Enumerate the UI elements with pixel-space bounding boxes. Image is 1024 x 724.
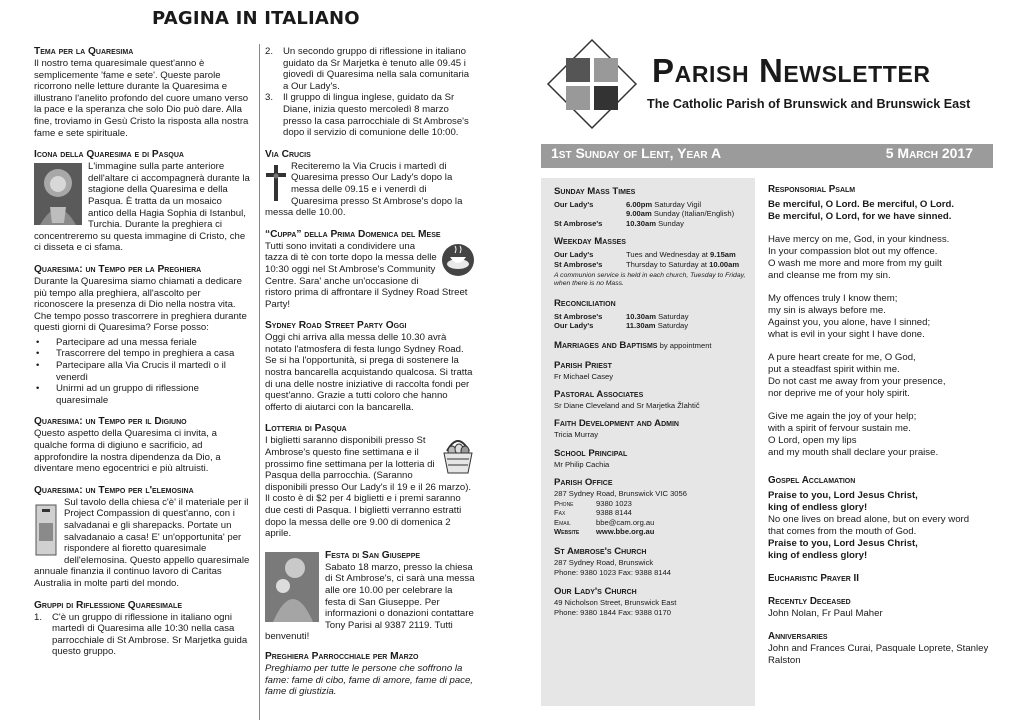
priest-name: Fr Michael Casey [554, 371, 614, 381]
list-item: • Partecipare alla Via Crucis il martedì o il venerdì [56, 360, 250, 383]
left-column [34, 46, 250, 658]
column-divider [259, 44, 260, 720]
list-item: 2. Un secondo gruppo di riflessione in italiano guidato da Sr Marjetka è tenuto alle 09.45 i giovedì di Quaresima nella sala comunitaria a Our Lady's. [265, 46, 470, 92]
section-heading: Gospel Acclamation [768, 475, 856, 486]
saint-joseph-image [265, 552, 319, 622]
list-item: • Unirmi ad un gruppo di riflessione quaresimale [56, 383, 250, 406]
section-heading: Anniversaries [768, 631, 828, 642]
section-heading: Parish Priest [554, 359, 612, 371]
section-heading: Sunday Mass Times [554, 186, 636, 197]
email-link[interactable]: bbe@cam.org.au [596, 517, 655, 527]
section-heading: Quaresima: un Tempo per la Preghiera [34, 263, 202, 275]
church-address: 49 Nicholson Street, Brunswick East [554, 598, 677, 608]
website-link[interactable]: www.bbe.org.au [596, 526, 655, 536]
elemosina-text: Sul tavolo della chiesa c'è' il materiale per il Project Compassion di quest'anno, con i salvadanai e gli sharepacks. Portate un salvadanaio a casa! E' un'opportunita' per rispondere al fioretto quaresimale dell'elemosina. Questo appello quaresimale annuale finanzia il continuo lavoro di Caritas Australia in molte parti del mondo. [34, 496, 250, 589]
section-heading: Recently Deceased [768, 596, 851, 607]
page-title: PAGINA IN ITALIANO [152, 8, 360, 29]
anniversary-names: John and Frances Curai, Pasquale Loprete, Stanley Ralston [768, 643, 989, 666]
section-heading: Festa di San Giuseppe [325, 549, 421, 561]
section-heading: Icona della Quaresima e di Pasqua [34, 149, 184, 161]
section-heading: Parish Office [554, 477, 613, 489]
section-heading: Via Crucis [265, 148, 311, 160]
tema-text: Il nostro tema quaresimale quest'anno è semplicemente 'fame e sete'. Queste parole ricorrono nelle letture durante la Quaresima e illustrano l'anelito profondo del cuore umano verso la pace e la speranza che solo Dio può dare. Alla fine, troviamo in Gesù Cristo la risposta alla nostra fame e sete spirituale. [34, 58, 249, 139]
communion-note: A communion service is held in each church, Tuesday to Friday, when there is no Mass. [554, 272, 746, 288]
donation-box-image [34, 499, 58, 557]
psalm-verse: A pure heart create for me, O God, put a steadfast spirit within me. Do not cast me away from your presence, nor deprive me of your holy spirit. [768, 352, 946, 399]
list-item: 1. C'è un gruppo di riflessione in italiano ogni martedì di Quaresima alle 10:30 nella casa parrocchiale di St Ambrose. Sr Marjetka guida questo gruppo. [34, 611, 248, 658]
marzo-text: Preghiamo per tutte le persone che soffrono la fame: fame di cibo, fame di amore, fame di pace, fame di giustizia. [265, 662, 473, 698]
psalm-response: Be merciful, O Lord, for we have sinned. [768, 211, 952, 222]
middle-column [265, 46, 475, 698]
section-heading: Tema per la Quaresima [34, 46, 134, 57]
parish-logo [546, 38, 638, 130]
section-heading: Marriages and Baptisms [554, 339, 658, 351]
date-bar [541, 144, 993, 168]
school-name: Mr Philip Cachia [554, 459, 610, 469]
office-address: 287 Sydney Road, Brunswick VIC 3056 [554, 489, 687, 499]
section-heading: Quaresima: un Tempo per il Digiuno [34, 416, 187, 428]
section-heading: “Cuppa” della Prima Domenica del Mese [265, 228, 441, 240]
lotteria-text: I biglietti saranno disponibili presso St Ambrose's questo fine settimana e il prossimo fine settimana per la lotteria di Pasqua della parrocchia. (Saranno disponibili presso Our Lady's il 19 e il 26 marzo). Il costo è di $2 per 4 biglietti e i premi saranno due cesti di Pasqua. I biglietti verranno estratti dopo la messa delle ore 9.00 di domenica 2 aprile. [265, 435, 472, 540]
section-heading: Faith Development and Admin [554, 418, 679, 430]
cuppa-text: Tutti sono invitati a condividere una tazza di tè con torte dopo la messa delle 10:30 oggi nel St Ambrose's Community Centre. Sara' anche un'occasione di ristoro prima di affrontare il Sydney Road Street Party! [265, 240, 468, 310]
church-phone: Phone: 9380 1023 Fax: 9388 8144 [554, 567, 671, 577]
liturgical-day: 1st Sunday of Lent, Year A [551, 145, 722, 161]
festa-text: Sabato 18 marzo, presso la chiesa di St Ambrose's, ci sarà una messa alle ore 10.00 per celebrare la festa di San Giuseppe. Per informazioni o donazioni contattare Tony Parisi al 9387 2119. Tutti benvenuti! [265, 561, 475, 643]
liturgy-column [768, 184, 1000, 667]
psalm-verse: Have mercy on me, God, in your kindness. In your compassion blot out my offence. O wash me more and more from my guilt and cleanse me from my sin. [768, 234, 950, 281]
section-heading: School Principal [554, 447, 628, 459]
section-heading: Reconciliation [554, 297, 616, 309]
gospel-acclamation: Praise to you, Lord Jesus Christ, king of endless glory! No one lives on bread alone, but on every word that comes from the mouth of God. Praise to you, Lord Jesus Christ, king of endless glory! [768, 490, 970, 561]
newsletter-title: Parish Newsletter [652, 52, 931, 89]
digiuno-text: Questo aspetto della Quaresima ci invita, a qualche forma di digiuno e sacrificio, ad approfondire la nostra dipendenza da Dio, a diventare meno egocentrici e più altruisti. [34, 428, 221, 475]
section-heading: Eucharistic Prayer II [768, 573, 859, 584]
psalm-response: Be merciful, O Lord. Be merciful, O Lord. [768, 199, 955, 210]
section-heading: Quaresima: un Tempo per l'elemosina [34, 484, 194, 496]
list-item: • Trascorrere del tempo in preghiera a casa [56, 348, 250, 360]
section-heading: St Ambrose's Church [554, 546, 647, 558]
list-item: • Partecipare ad una messa feriale [56, 337, 250, 349]
section-heading: Responsorial Psalm [768, 184, 856, 195]
section-heading: Preghiera Parrocchiale per Marzo [265, 650, 419, 662]
section-heading: Lotteria di Pasqua [265, 423, 347, 435]
issue-date: 5 March 2017 [885, 145, 973, 161]
preghiera-text: Durante la Quaresima siamo chiamati a dedicare più tempo alla preghiera, all'ascolto per riconoscere la presenza di Dio nella nostra vita. Che tempo posso trascorrere in preghiera durante questi giorni di Quaresima? Forse posso: [34, 275, 247, 334]
christ-mosaic-image [34, 163, 82, 225]
list-item: 3. Il gruppo di lingua inglese, guidato da Sr Diane, inizia questo mercoledì 8 marzo presso la casa parrocchiale di St Ambrose's dopo il servizio di comunione delle 10:00. [265, 92, 469, 139]
info-panel-text: Sunday Mass Times Our Lady's 6.00pm Saturday Vigil 9.00am Sunday (Italian/English) St Ambrose's 10.30am Sunday Weekday Masses Our Lady's Tues and Wednesday at 9.15am St Ambrose's Thursday to Saturday at 10.00am A communion service is held in each church, Tuesday to Friday, when there is no Mass. Reconciliation St Ambrose's 10.30am Saturday Our Lady's 11.30am Saturday Marriages and Baptisms by appointment Parish Priest Fr Michael Casey Pastoral Associates Sr Diane Cleveland and Sr Marjetka Žlahtič Faith Development and Admin Tricia Murray School Principal Mr Philip Cachia Parish Office 287 Sydney Road, Brunswick VIC 3056 Phone 9380 1023 Fax 9388 8144 Email bbe@cam.org.au Website www.bbe.org.au St Ambrose's Church 287 Sydney Road, Brunswick Phone: 9380 1023 Fax: 9388 8144 Our Lady's Church 49 Nicholson Street, Brunswick East Phone: 9380 1844 Fax: 9388 0170 [554, 186, 750, 617]
cuppa-icon [441, 243, 475, 277]
psalm-verse: Give me again the joy of your help; with a spirit of fervour sustain me. O Lord, open my lips and my mouth shall declare your praise. [768, 411, 939, 458]
faith-name: Tricia Murray [554, 430, 599, 440]
pastoral-names: Sr Diane Cleveland and Sr Marjetka Žlahtič [554, 401, 700, 411]
prayer-list [34, 337, 250, 407]
section-heading: Sydney Road Street Party Oggi [265, 320, 407, 332]
section-heading: Our Lady's Church [554, 586, 637, 598]
section-heading: Weekday Masses [554, 236, 626, 248]
church-address: 287 Sydney Road, Brunswick [554, 558, 654, 568]
newsletter-subtitle: The Catholic Parish of Brunswick and Brunswick East [647, 97, 971, 111]
sydney-text: Oggi chi arriva alla messa delle 10.30 avrà notato l'atmosfera di festa lungo Sydney Road. Se si ha l'opportunità, si prega di sostenere la nostra bancarella acquistando qualcosa. Si tratta di una delle nostre iniziative di raccolta fondi per quest'anno. Grazie a tutti coloro che hanno offerto di aiutarci con la bancarella. [265, 332, 473, 413]
deceased-names: John Nolan, Fr Paul Maher [768, 608, 883, 619]
easter-basket-icon [441, 435, 475, 475]
icona-text: L'immagine sulla parte anteriore dell'altare ci accompagnerà durante la stagione della Quaresima e della Pasqua. È tratta da un mosaico antico della Hagia Sophia di Istanbul, Turchia. Durante la preghiera ci concentreremo su questa immagine di Cristo, che ci disseta e ci sfama. [34, 161, 250, 254]
section-heading: Pastoral Associates [554, 389, 644, 401]
section-heading: Gruppi di Riflessione Quaresimale [34, 599, 182, 611]
psalm-verse: My offences truly I know them; my sin is always before me. Against you, you alone, have I sinned; what is evil in your sight I have done. [768, 293, 931, 340]
via-text: Reciteremo la Via Crucis i martedì di Quaresima presso Our Lady's dopo la messa delle 09.15 e i venerdì di Quaresima presso St Ambrose's dopo la messa delle 10.00. [265, 160, 463, 219]
church-phone: Phone: 9380 1844 Fax: 9388 0170 [554, 607, 671, 617]
crucifix-icon [265, 163, 287, 203]
